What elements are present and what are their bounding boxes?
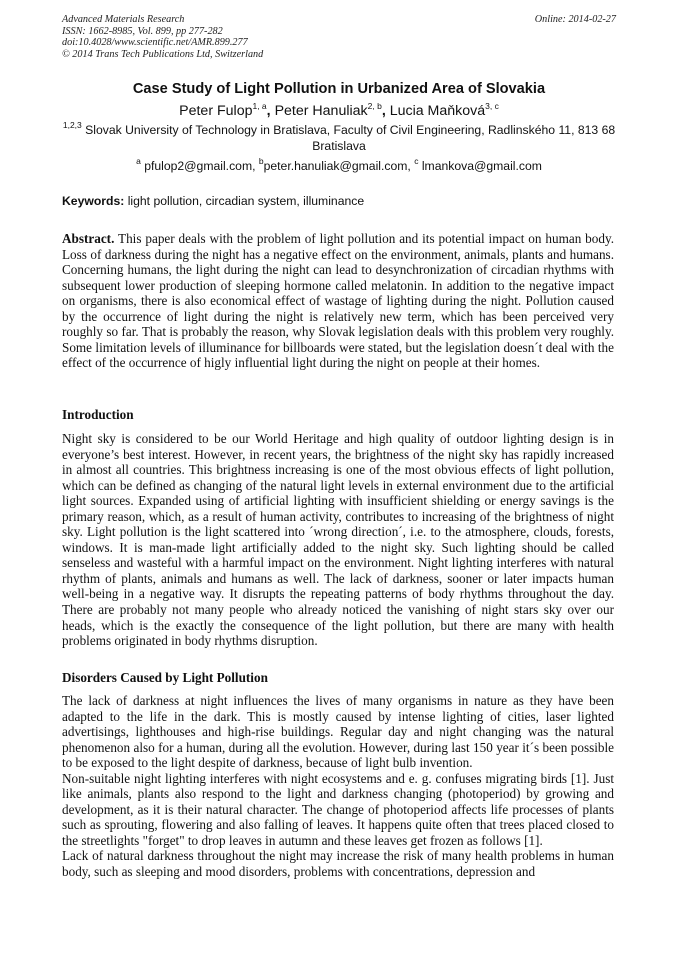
paper-title: Case Study of Light Pollution in Urbanized Area of Slovakia	[132, 81, 546, 97]
author-sup: 2, b	[367, 101, 382, 111]
email-address: lmankova@gmail.com	[421, 159, 542, 173]
email-address: pfulop2@gmail.com	[144, 159, 253, 173]
introduction-paragraph: Night sky is considered to be our World Heritage and high quality of outdoor lighting design is in everyone’s best interest. However, in recent years, the brightness of the night sky has rapidly increased in almost all countries. This brightness increasing is one of the most obvious effects of light pollution, which can be defined as changing of the natural light levels in external environment due to the artificial light sources. Expanded using of artificial lighting with insufficient shielding or energy savings is the primary reason, which, as a result of human activity, contributes to increasing of the brightness of night sky. Light pollution is the light scattered into ´wrong direction´, i.e. to the atmosphere, clouds, forests, windows. It is man-made light artificially added to the night sky. Such lighting should be called senseless and wasteful with a harmful impact on the environment. Night lighting interferes with natural rhythm of plants, animals and humans as well. The lack of darkness, sooner or later impacts human well-being in a negative way. It disrupts the repeating patterns of body rhythms throughout the day. There are probably not many people who already noticed the vanishing of night stars sky over our heads, which is the exactly the consequence of the light pollution, but there are many with health problems originated in body rhythms disruption.	[62, 431, 614, 649]
disorders-paragraph: The lack of darkness at night influences the lives of many organisms in nature as they have been adapted to the life in the dark. This is mostly caused by intense lighting of cities, laser lighted advertisings, lighthouses and high-rise buildings. Regular day and night changing was the natural phenomenon also for a human, during all the evolution. However, during last 150 year it´s been possible to be exposed to the light despite of darkness, because of light bulb invention.	[62, 693, 614, 771]
abstract-text: This paper deals with the problem of light pollution and its potential impact on human body. Loss of darkness during the night has a negative effect on the environment, animals, plants and humans. Concerning humans, the light during the night can lead to desynchronization of circadian rhythms with subsequent lower production of sleeping hormone called melatonin. In addition to the negative impact on organisms, there is also economical effect of wastage of lighting during the night. Pollution caused by the occurrence of light during the night is relatively new term, which has been perceived very roughly so far. That is probably the reason, why Slovak legislation deals with this problem very roughly. Some limitation levels of illuminance for billboards were stated, but the legislation doesn´t deal with the effect of the occurrence of higly influential light during the night on people at their homes.	[62, 231, 614, 371]
author-sup: 3, c	[485, 101, 499, 111]
author-sup: 1, a	[252, 101, 267, 111]
author-name: Peter Hanuliak	[274, 103, 368, 119]
disorders-paragraph: Non-suitable night lighting interferes with night ecosystems and e. g. confuses migrating birds [1]. Just like animals, plants also respond to the light and darkness changing (photoperiod) by growing and development, as it is their natural character. The change of photoperiod affects life processes of plants such as sprouting, flowering and also falling of leaves. It happens quite often that trees placed closed to the streetlights "forget" to drop leaves in autumn and these leaves get frozen as follows [1].	[62, 770, 614, 848]
doi-line: doi:10.4028/www.scientific.net/AMR.899.277	[62, 37, 248, 49]
keywords-text: light pollution, circadian system, illuminance	[127, 194, 365, 208]
copyright-line: © 2014 Trans Tech Publications Ltd, Switzerland	[62, 48, 264, 60]
disorders-heading: Disorders Caused by Light Pollution	[62, 670, 268, 685]
affiliation-sup: 1,2,3	[62, 120, 82, 130]
keywords-label: Keywords:	[62, 194, 125, 208]
journal-name: Advanced Materials Research	[62, 14, 185, 25]
keywords	[62, 194, 364, 208]
email-sup: b	[258, 156, 264, 166]
author-list: Peter Fulop$^{1, a}$, Peter Hanuliak$^{2, b}$, Lucia Maňková$^{3, c}$	[179, 101, 499, 119]
affiliation-text: Slovak University of Technology in Bratislava, Faculty of Civil Engineering, Radlinského 11, 813 68 Bratislava	[85, 123, 616, 153]
journal-header	[62, 14, 263, 60]
disorders-paragraph: Lack of natural darkness throughout the night may increase the risk of many health problems in human body, such as sleeping and mood disorders, problems with concentrations, depression and	[62, 848, 614, 880]
introduction-heading: Introduction	[62, 407, 134, 422]
issn-line: ISSN: 1662-8985, Vol. 899, pp 277-282	[62, 25, 223, 37]
affiliation	[62, 122, 616, 154]
online-date: Online: 2014-02-27	[534, 14, 616, 25]
email-address: peter.hanuliak@gmail.com	[263, 159, 408, 173]
author-name: Peter Fulop	[179, 103, 253, 119]
abstract	[62, 231, 614, 371]
author-name: Lucia Maňková	[389, 103, 486, 119]
disorders-body	[62, 693, 614, 880]
abstract-label: Abstract.	[62, 231, 115, 246]
email-sup: c	[414, 156, 419, 166]
email-sup: a	[136, 156, 141, 166]
email-list: $^a$ pfulop2@gmail.com, $^b$peter.hanuliak@gmail.com, $^c$ lmankova@gmail.com	[136, 156, 542, 173]
introduction-body	[62, 431, 614, 649]
